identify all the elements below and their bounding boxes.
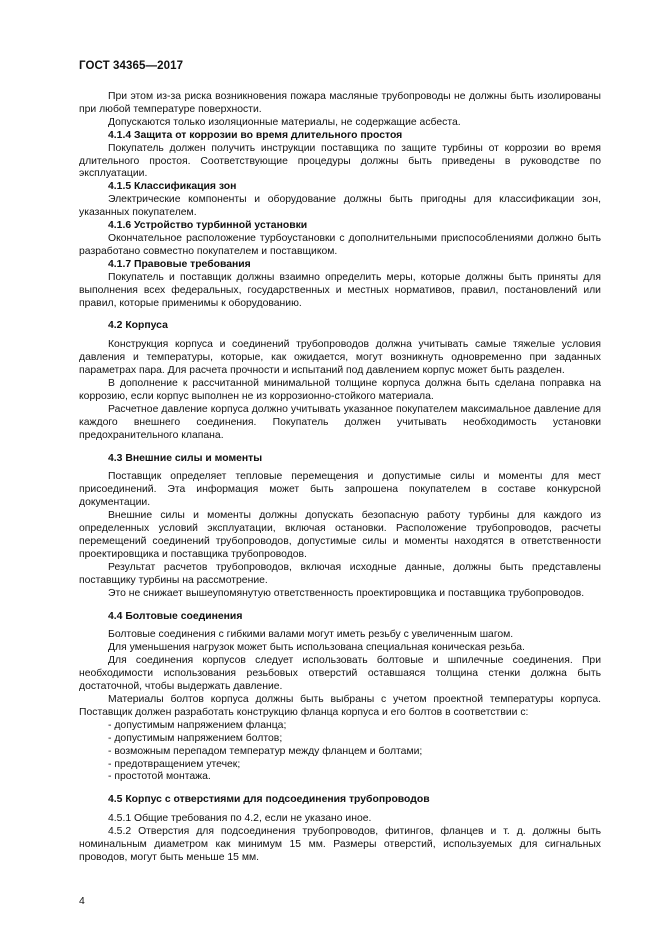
page-number: 4: [79, 896, 85, 907]
paragraph: Окончательное расположение турбоустановки с дополнительными приспособлениями должно быть разработано совместно покупателем и поставщиком.: [79, 232, 601, 257]
document-body: [79, 91, 601, 865]
section-heading: 4.5 Корпус с отверстиями для подсоединения трубопроводов: [108, 794, 430, 806]
paragraph: Расчетное давление корпуса должно учитывать указанное покупателем максимальное давление для каждого внешнего соединения. Покупатель должен учитывать необходимость установки предохранительного клапана.: [79, 403, 601, 441]
paragraph: Для соединения корпусов следует использовать болтовые и шпилечные соединения. При необходимости использования резьбовых отверстий оставшаяся толщина стенки должна быть достаточной, чтобы выдержать давление.: [79, 655, 601, 693]
subsection-heading: 4.1.5 Классификация зон: [108, 181, 237, 193]
paragraph: Электрические компоненты и оборудование должны быть пригодны для классификации зон, указанных покупателем.: [79, 194, 601, 219]
list-item: - возможным перепадом температур между фланцем и болтами;: [108, 745, 423, 757]
list-item: - допустимым напряжением болтов;: [108, 732, 283, 744]
section-heading: 4.2 Корпуса: [108, 320, 168, 332]
paragraph: Поставщик определяет тепловые перемещения и допустимые силы и моменты для мест присоединений. Эта информация может быть запрошена покупателем в составе конкурсной документации.: [79, 471, 601, 509]
list-item: - допустимым напряжением фланца;: [108, 719, 287, 731]
subsection-heading: 4.1.7 Правовые требования: [108, 258, 251, 270]
subsection-heading: 4.1.6 Устройство турбинной установки: [108, 220, 308, 232]
paragraph: Покупатель и поставщик должны взаимно определить меры, которые должны быть приняты для выполнения всех федеральных, государственных и местных нормативов, правил, постановлений или правил, которые применимы к оборудованию.: [79, 271, 601, 309]
section-heading: 4.4 Болтовые соединения: [108, 610, 243, 622]
subsection-heading: 4.1.4 Защита от коррозии во время длительного простоя: [108, 129, 403, 141]
paragraph: 4.5.1 Общие требования по 4.2, если не указано иное.: [108, 813, 372, 825]
paragraph: Допускаются только изоляционные материалы, не содержащие асбеста.: [108, 116, 461, 128]
paragraph: Внешние силы и моменты должны допускать безопасную работу турбины для каждого из определенных условий эксплуатации, включая остановки. Расположение трубопроводов, расчеты перемещений соединений трубопроводов, допустимые силы и моменты находятся в ответственности проектировщика и поставщика трубопроводов.: [79, 510, 601, 560]
list-item: - предотвращением утечек;: [108, 758, 241, 770]
paragraph: Покупатель должен получить инструкции поставщика по защите турбины от коррозии во время длительного простоя. Соответствующие процедуры должны быть приведены в руководстве по эксплуатации.: [79, 142, 601, 180]
paragraph: При этом из-за риска возникновения пожара масляные трубопроводы не должны быть изолированы при любой температуре поверхности.: [79, 91, 601, 115]
paragraph: Материалы болтов корпуса должны быть выбраны с учетом проектной температуры корпуса. Поставщик должен разработать конструкцию фланца корпуса и его болтов в соответствии с:: [79, 693, 601, 718]
document-header: ГОСТ 34365—2017: [79, 60, 184, 72]
paragraph: Результат расчетов трубопроводов, включая исходные данные, должны быть представлены поставщику турбины на рассмотрение.: [79, 561, 601, 586]
paragraph: Конструкция корпуса и соединений трубопроводов должна учитывать самые тяжелые условия давления и температуры, которые, как ожидается, могут возникнуть одновременно при заданных параметрах пара. Для расчета прочности и испытаний под давлением корпус может быть разделен.: [79, 339, 601, 377]
list-item: - простотой монтажа.: [108, 771, 211, 783]
paragraph: 4.5.2 Отверстия для подсоединения трубопроводов, фитингов, фланцев и т. д. должны быть номинальным диаметром как минимум 15 мм. Размеры отверстий, используемых для сигнальных проводов, могут быть меньше 15 мм.: [79, 826, 601, 863]
paragraph: Болтовые соединения с гибкими валами могут иметь резьбу с увеличенным шагом.: [108, 629, 514, 641]
paragraph: Это не снижает вышеупомянутую ответственность проектировщика и поставщика трубопроводов.: [108, 587, 585, 599]
paragraph: Для уменьшения нагрузок может быть использована специальная коническая резьба.: [108, 642, 525, 654]
paragraph: В дополнение к рассчитанной минимальной толщине корпуса должна быть сделана поправка на коррозию, если корпус выполнен не из коррозионно-стойкого материала.: [79, 378, 601, 402]
section-heading: 4.3 Внешние силы и моменты: [108, 452, 263, 464]
